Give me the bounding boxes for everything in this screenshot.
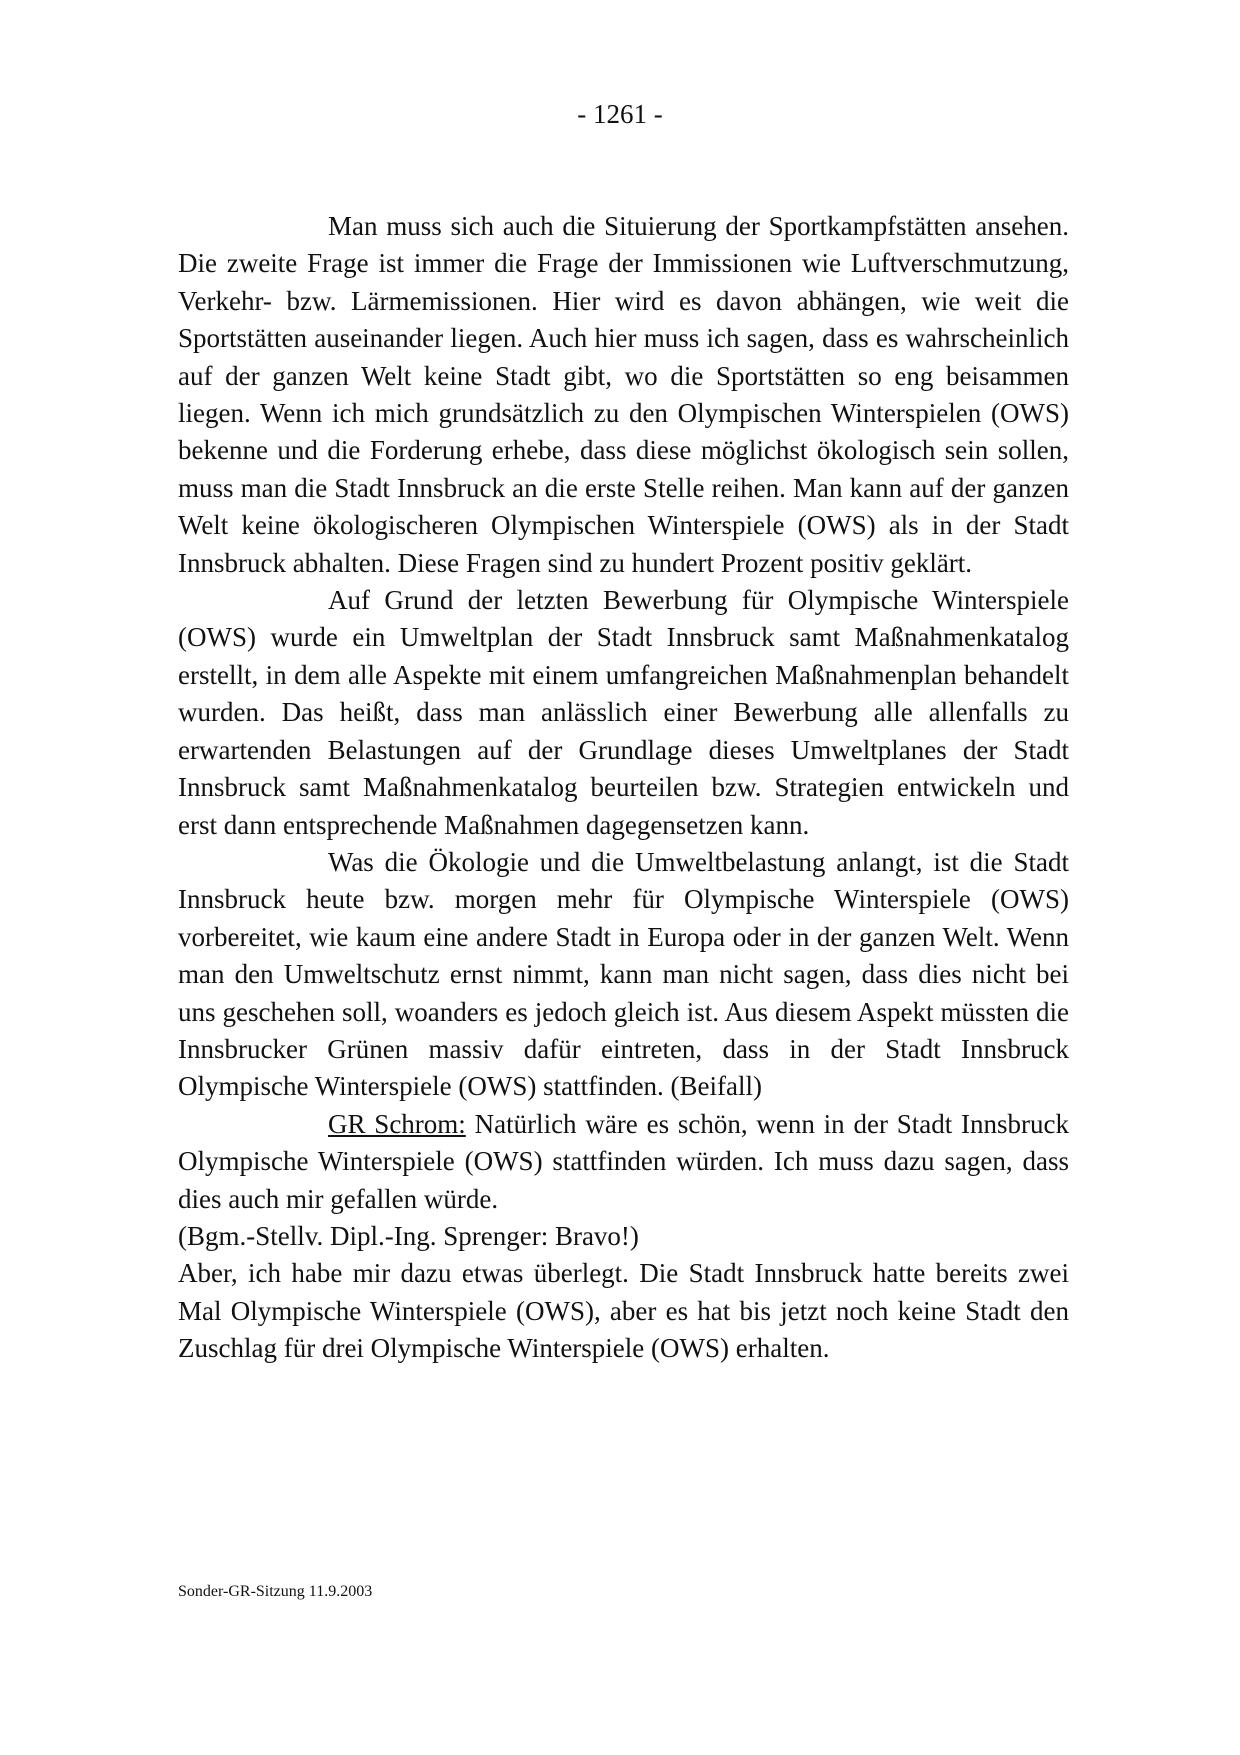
interjection-text: (Bgm.-Stellv. Dipl.-Ing. Sprenger: Bravo!) [178, 1220, 639, 1251]
speaker-label: GR Schrom: [328, 1108, 466, 1139]
footer-session-label: Sonder-GR-Sitzung 11.9.2003 [178, 1583, 373, 1600]
paragraph-1 [178, 208, 1069, 582]
paragraph-4-text: Natürlich wäre es schön, wenn in der Stadt Innsbruck Olympische Winterspiele (OWS) stattfinden würden. Ich muss dazu sagen, dass dies auch mir gefallen würde. [178, 1108, 1069, 1214]
paragraph-2 [178, 582, 1069, 844]
paragraph-6-text: Aber, ich habe mir dazu etwas überlegt. Die Stadt Innsbruck hatte bereits zwei Mal Olympische Winterspiele (OWS), aber es hat bis jetzt noch keine Stadt den Zuschlag für drei Olympische Winterspiele (OWS) erhalten. [178, 1258, 1069, 1364]
paragraph-3-text: Was die Ökologie und die Umweltbelastung anlangt, ist die Stadt Innsbruck heute bzw. morgen mehr für Olympische Winterspiele (OWS) vorbereitet, wie kaum eine andere Stadt in Europa oder in der ganzen Welt. Wenn man den Umweltschutz ernst nimmt, kann man nicht sagen, dass dies nicht bei uns geschehen soll, woanders es jedoch gleich ist. Aus diesem Aspekt müssten die Innsbrucker Grünen massiv dafür eintreten, dass in der Stadt Innsbruck Olympische Winterspiele (OWS) stattfinden. (Beifall) [178, 846, 1069, 1102]
interjection [178, 1218, 1069, 1255]
body-text [178, 208, 1069, 1368]
paragraph-6 [178, 1255, 1069, 1367]
paragraph-1-text: Man muss sich auch die Situierung der Sportkampfstätten ansehen. Die zweite Frage ist immer die Frage der Immissionen wie Luftverschmutzung, Verkehr- bzw. Lärmemissionen. Hier wird es davon abhängen, wie weit die Sportstätten auseinander liegen. Auch hier muss ich sagen, dass es wahrscheinlich auf der ganzen Welt keine Stadt gibt, wo die Sportstätten so eng beisammen liegen. Wenn ich mich grundsätzlich zu den Olympischen Winterspielen (OWS) bekenne und die Forderung erhebe, dass diese möglichst ökologisch sein sollen, muss man die Stadt Innsbruck an die erste Stelle reihen. Man kann auf der ganzen Welt keine ökologischeren Olympischen Winterspiele (OWS) als in der Stadt Innsbruck abhalten. Diese Fragen sind zu hundert Prozent positiv geklärt. [178, 211, 1069, 578]
paragraph-2-text: Auf Grund der letzten Bewerbung für Olympische Winterspiele (OWS) wurde ein Umweltplan der Stadt Innsbruck samt Maßnahmenkatalog erstellt, in dem alle Aspekte mit einem umfangreichen Maßnahmenplan behandelt wurden. Das heißt, dass man anlässlich einer Bewerbung alle allenfalls zu erwartenden Belastungen auf der Grundlage dieses Umweltplanes der Stadt Innsbruck samt Maßnahmenkatalog beurteilen bzw. Strategien entwickeln und erst dann entsprechende Maßnahmen dagegensetzen kann. [178, 585, 1069, 840]
paragraph-4 [178, 1106, 1069, 1218]
page-number: - 1261 - [577, 99, 663, 129]
paragraph-3 [178, 844, 1069, 1106]
